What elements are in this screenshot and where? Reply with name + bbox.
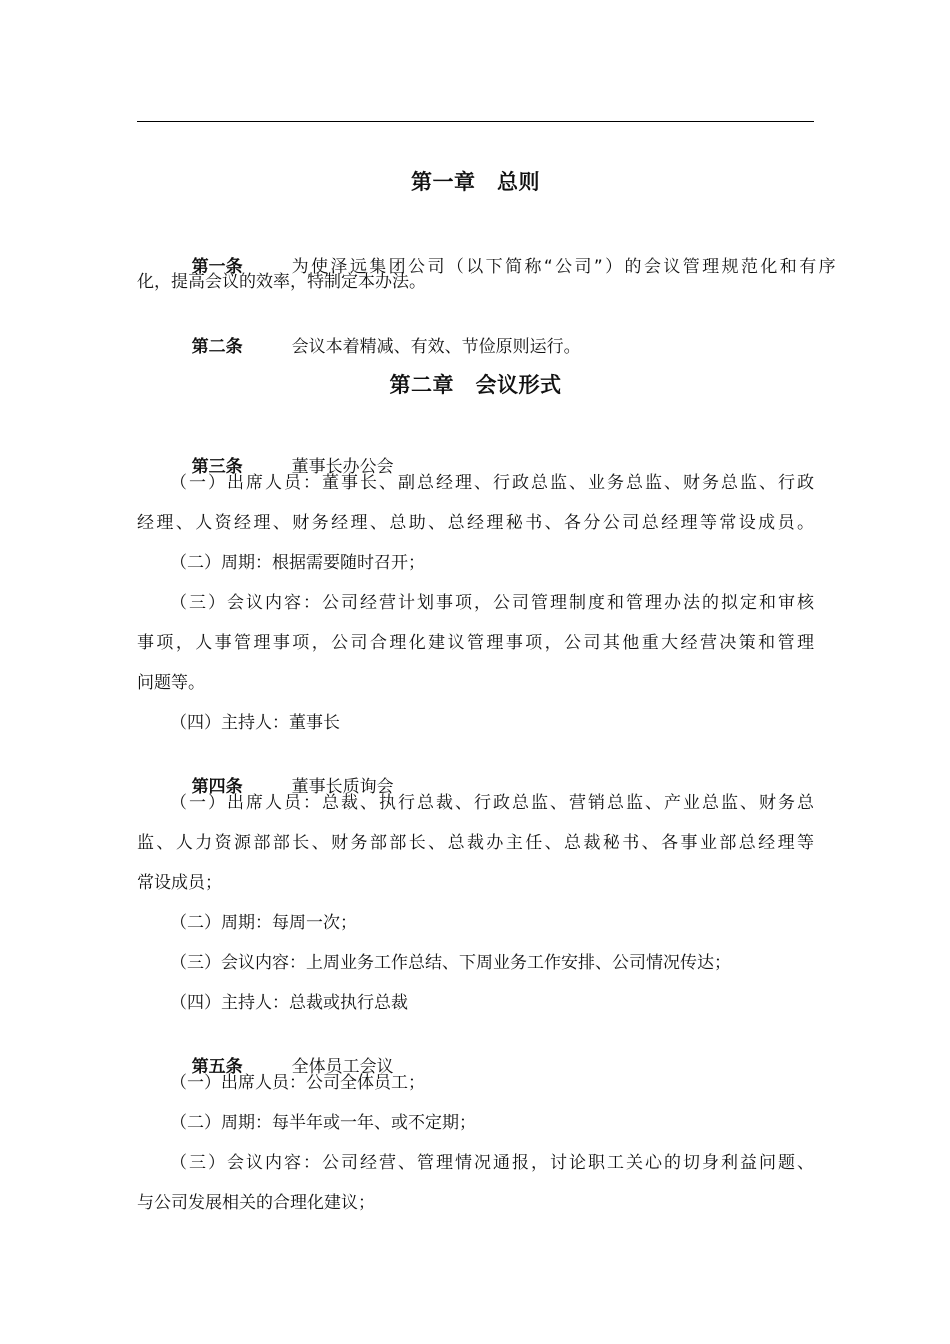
article-5-item-2: （二）周期：每半年或一年、或不定期； <box>170 1113 476 1133</box>
article-5-item-3-line-1: （三）会议内容：公司经营、管理情况通报，讨论职工关心的切身利益问题、 <box>170 1153 814 1173</box>
chapter-2-title: 第二章 会议形式 <box>389 373 562 397</box>
article-3-item-3-line-2: 事项，人事管理事项，公司合理化建议管理事项，公司其他重大经营决策和管理 <box>137 633 814 653</box>
article-1-label: 第一条 <box>191 257 243 277</box>
article-3-item-3-line-1: （三）会议内容：公司经营计划事项，公司管理制度和管理办法的拟定和审核 <box>170 593 814 613</box>
article-5-label: 第五条 <box>191 1057 243 1077</box>
article-1-line-1: 为使泽远集团公司（以下简称“公司”）的会议管理规范化和有序 <box>291 257 836 277</box>
article-3-item-3-line-3: 问题等。 <box>137 673 205 693</box>
article-4-item-2: （二）周期：每周一次； <box>170 913 357 933</box>
article-3-item-1-line-1: （一）出席人员：董事长、副总经理、行政总监、业务总监、财务总监、行政 <box>170 473 814 493</box>
chapter-1-title: 第一章 总则 <box>411 170 540 194</box>
article-3-heading: 董事长办公会 <box>291 457 394 477</box>
article-3-item-1-line-2: 经理、人资经理、财务经理、总助、总经理秘书、各分公司总经理等常设成员。 <box>137 513 814 533</box>
article-3-item-2: （二）周期：根据需要随时召开； <box>170 553 425 573</box>
article-3-item-4: （四）主持人：董事长 <box>170 713 340 733</box>
article-4-label: 第四条 <box>191 777 243 797</box>
article-4-item-1-line-2: 监、人力资源部部长、财务部部长、总裁办主任、总裁秘书、各事业部总经理等 <box>137 833 814 853</box>
article-4-item-1-line-3: 常设成员； <box>137 873 222 893</box>
article-5-item-1: （一）出席人员：公司全体员工； <box>170 1073 425 1093</box>
header-rule <box>137 121 814 122</box>
article-5-heading: 全体员工会议 <box>291 1057 394 1077</box>
article-5-item-3-line-2: 与公司发展相关的合理化建议； <box>137 1193 375 1213</box>
article-3-label: 第三条 <box>191 457 243 477</box>
article-2-line-1: 会议本着精减、有效、节俭原则运行。 <box>291 337 581 357</box>
article-2-label: 第二条 <box>191 337 243 357</box>
article-4-item-1-line-1: （一）出席人员：总裁、执行总裁、行政总监、营销总监、产业总监、财务总 <box>170 793 814 813</box>
article-4-item-4: （四）主持人：总裁或执行总裁 <box>170 993 408 1013</box>
article-4-item-3: （三）会议内容：上周业务工作总结、下周业务工作安排、公司情况传达； <box>170 953 731 973</box>
article-4-heading: 董事长质询会 <box>291 777 394 797</box>
article-1-line-2: 化，提高会议的效率，特制定本办法。 <box>137 272 426 292</box>
